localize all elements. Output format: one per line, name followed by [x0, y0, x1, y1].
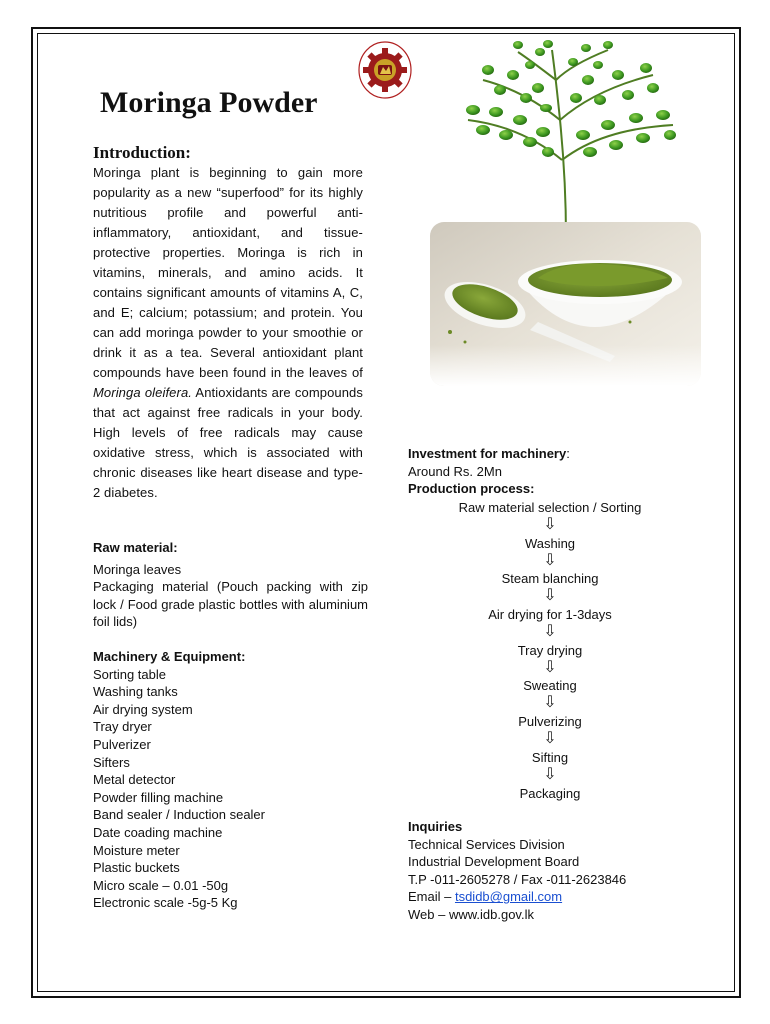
process-step: Air drying for 1-3days — [488, 607, 612, 623]
process-step: Sweating — [523, 678, 577, 694]
machinery-item: Washing tanks — [93, 684, 178, 700]
email-label: Email – — [408, 889, 455, 905]
raw-material-item: Packaging material (Pouch packing with zip lock / Food grade plastic bottles with aluminium foil lids) — [93, 579, 368, 630]
down-arrow-icon: ⇩ — [543, 694, 557, 712]
machinery-section — [93, 648, 368, 912]
page-title: Moringa Powder — [100, 86, 318, 119]
machinery-item: Plastic buckets — [93, 860, 180, 876]
machinery-item: Tray dryer — [93, 719, 152, 735]
inquiries-board: Industrial Development Board — [408, 854, 580, 870]
machinery-item: Pulverizer — [93, 736, 151, 752]
intro-text-part-2: Antioxidants are compounds that act against free radicals in your body. High levels of free radicals may cause oxidative stress, which is associated with chronic diseases like heart disease and type- 2 diabetes. — [93, 385, 363, 500]
inquiries-division: Technical Services Division — [408, 836, 565, 852]
raw-material-heading: Raw material: — [93, 540, 178, 555]
process-step: Raw material selection / Sorting — [458, 500, 642, 515]
machinery-item: Metal detector — [93, 772, 176, 788]
inquiries-heading: Inquiries — [408, 819, 463, 834]
down-arrow-icon: ⇩ — [543, 730, 557, 748]
investment-colon: : — [566, 446, 570, 461]
process-step: Sifting — [531, 749, 569, 765]
process-step: Tray drying — [517, 642, 583, 658]
down-arrow-icon: ⇩ — [543, 551, 557, 569]
introduction-heading: Introduction: — [93, 143, 191, 162]
process-step: Steam blanching — [501, 571, 599, 587]
machinery-item: Date coading machine — [93, 824, 223, 840]
machinery-heading: Machinery & Equipment: — [93, 649, 246, 664]
down-arrow-icon: ⇩ — [543, 765, 557, 783]
down-arrow-icon: ⇩ — [543, 623, 557, 641]
moringa-powder-bowl-icon — [430, 222, 701, 386]
production-flow — [430, 498, 670, 803]
machinery-item: Powder filling machine — [93, 789, 224, 805]
intro-italic-species: Moringa oleifera. — [93, 385, 192, 400]
email-link[interactable]: tsdidb@gmail.com — [454, 889, 563, 905]
process-step: Washing — [524, 535, 576, 551]
intro-text-part-1: Moringa plant is beginning to gain more popularity as a new “superfood” for its highly nutritious profile and powerful anti-inflammatory, antioxidant, and tissue-protective properties. Moringa is rich in vitamins, minerals, and amino acids. It contains significant amounts of vitamins A, C, and E; calcium; potassium; and protein. You can add moringa powder to your smoothie or drink it as a tea. Several antioxidant plant compounds have been found in the leaves of — [93, 165, 363, 380]
production-process-heading: Production process: — [408, 481, 535, 497]
process-step: Pulverizing — [518, 714, 582, 730]
machinery-item: Air drying system — [93, 701, 193, 717]
moringa-plant-icon — [448, 40, 688, 240]
machinery-item: Moisture meter — [93, 842, 180, 858]
machinery-item: Electronic scale -5g-5 Kg — [93, 895, 238, 911]
investment-section — [408, 445, 708, 498]
inquiries-section — [408, 818, 708, 924]
down-arrow-icon: ⇩ — [543, 587, 557, 605]
raw-material-item: Moringa leaves — [93, 561, 182, 577]
raw-material-section — [93, 539, 368, 631]
machinery-item: Micro scale – 0.01 -50g — [93, 877, 229, 893]
machinery-item: Sifters — [93, 754, 130, 770]
investment-heading: Investment for machinery — [408, 446, 567, 461]
inquiries-web: Web – www.idb.gov.lk — [408, 906, 534, 922]
machinery-list — [93, 666, 368, 912]
down-arrow-icon: ⇩ — [543, 658, 557, 676]
investment-value: Around Rs. 2Mn — [408, 463, 502, 479]
introduction-text — [93, 163, 363, 503]
process-step: Packaging — [519, 785, 581, 801]
machinery-item: Sorting table — [93, 666, 166, 682]
machinery-item: Band sealer / Induction sealer — [93, 807, 265, 823]
inquiries-phone-fax: T.P -011-2605278 / Fax -011-2623846 — [408, 871, 627, 887]
down-arrow-icon: ⇩ — [543, 516, 557, 533]
